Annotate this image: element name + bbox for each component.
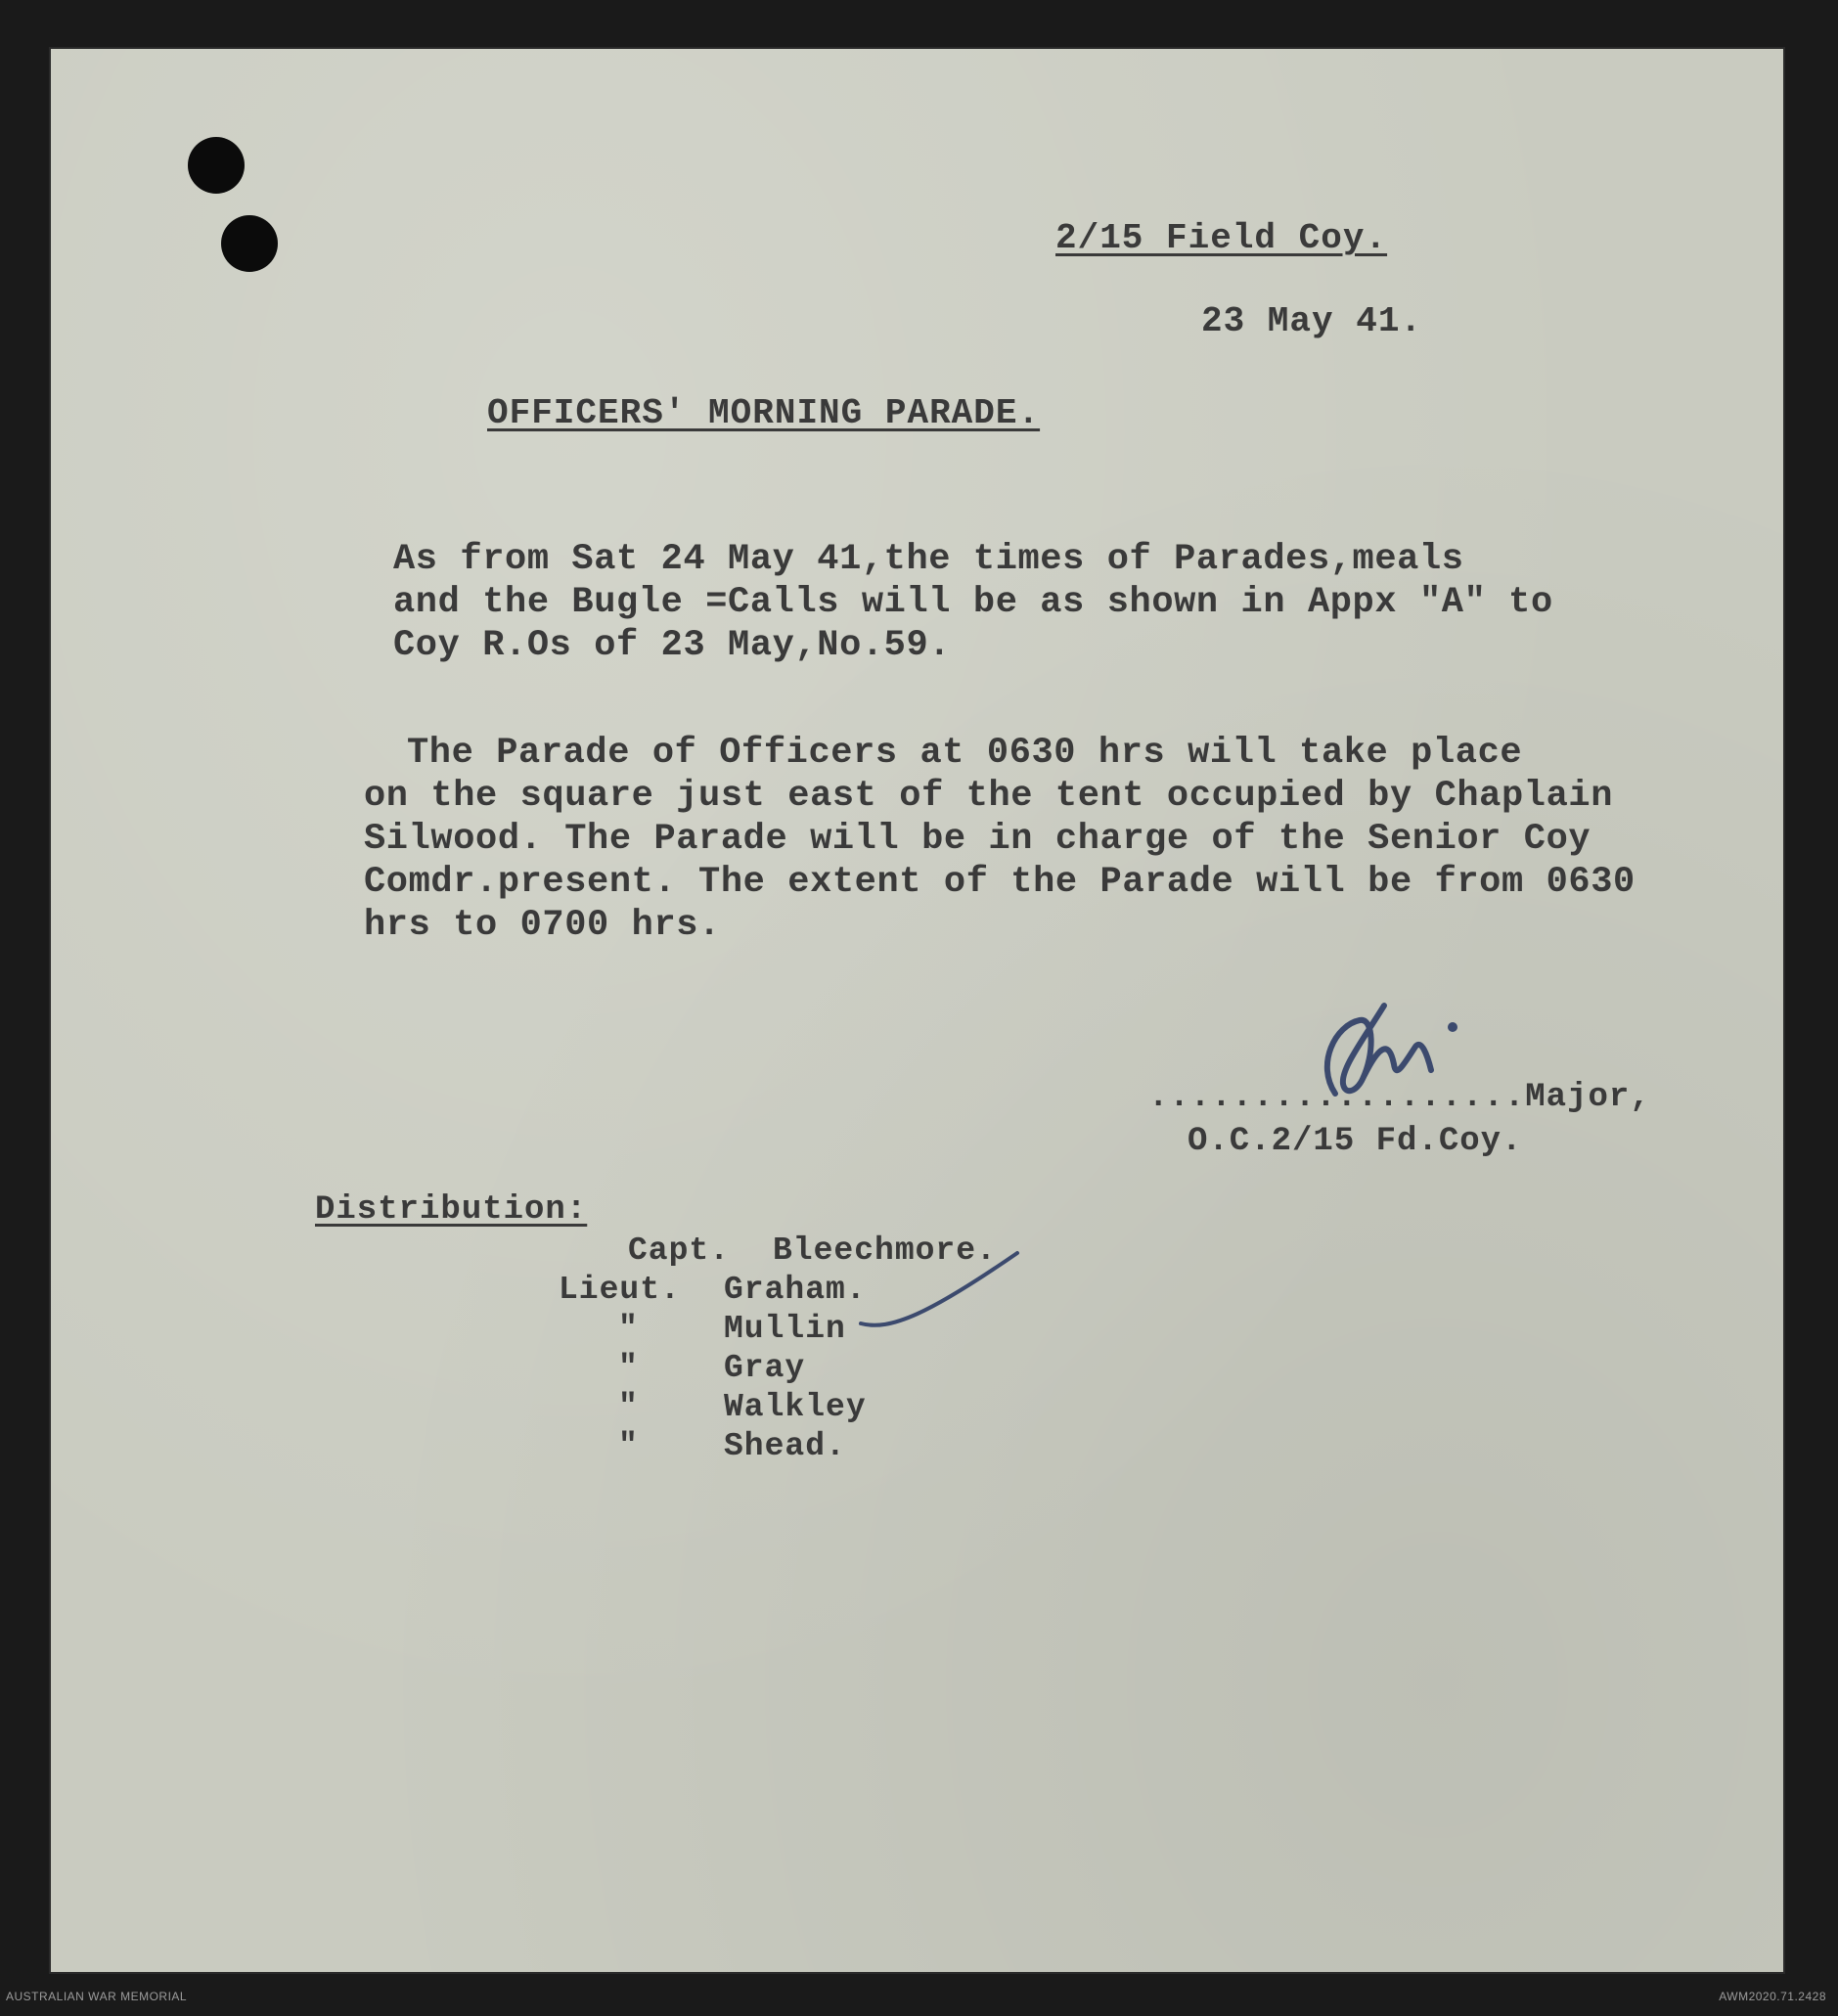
- paragraph-line: and the Bugle =Calls will be as shown in Appx "A" to: [393, 582, 1553, 623]
- paragraph-line: As from Sat 24 May 41,the times of Parades,meals: [393, 539, 1464, 580]
- document-title: OFFICERS' MORNING PARADE.: [487, 393, 1041, 433]
- signature-title: O.C.2/15 Fd.Coy.: [1188, 1123, 1523, 1160]
- distribution-rank: ": [618, 1350, 639, 1386]
- distribution-name: Walkley: [724, 1389, 867, 1425]
- punch-hole-top: [188, 137, 245, 194]
- distribution-name: Bleechmore.: [773, 1232, 997, 1269]
- unit-heading: 2/15 Field Coy.: [1055, 218, 1388, 258]
- handwritten-tick-mark: [851, 1245, 1027, 1343]
- distribution-rank: ": [618, 1428, 639, 1464]
- document-sheet: [49, 47, 1785, 1974]
- signature-line: ..................Major,: [1148, 1079, 1651, 1116]
- paragraph-line: hrs to 0700 hrs.: [364, 905, 721, 946]
- distribution-name: Shead.: [724, 1428, 846, 1464]
- paragraph-line: on the square just east of the tent occupied by Chaplain: [364, 776, 1614, 817]
- distribution-rank: ": [618, 1389, 639, 1425]
- paragraph-1: [393, 538, 1553, 667]
- distribution-rank: ": [618, 1311, 639, 1347]
- distribution-rank: Capt.: [628, 1232, 731, 1269]
- punch-hole-bottom: [221, 215, 278, 272]
- distribution-name: Mullin: [724, 1311, 846, 1347]
- paragraph-line: Comdr.present. The extent of the Parade will be from 0630: [364, 862, 1636, 903]
- paragraph-line: The Parade of Officers at 0630 hrs will take place: [407, 733, 1523, 774]
- paragraph-line: Silwood. The Parade will be in charge of the Senior Coy: [364, 819, 1591, 860]
- footer-archive-label: AUSTRALIAN WAR MEMORIAL: [6, 1990, 188, 2003]
- document-date: 23 May 41.: [1201, 301, 1423, 341]
- distribution-name: Gray: [724, 1350, 806, 1386]
- distribution-rank: Lieut.: [559, 1272, 681, 1308]
- distribution-label: Distribution:: [315, 1191, 588, 1229]
- footer-accession-number: AWM2020.71.2428: [1719, 1990, 1826, 2003]
- paragraph-line: Coy R.Os of 23 May,No.59.: [393, 625, 952, 666]
- paragraph-2: [364, 732, 1636, 947]
- distribution-name: Graham.: [724, 1272, 867, 1308]
